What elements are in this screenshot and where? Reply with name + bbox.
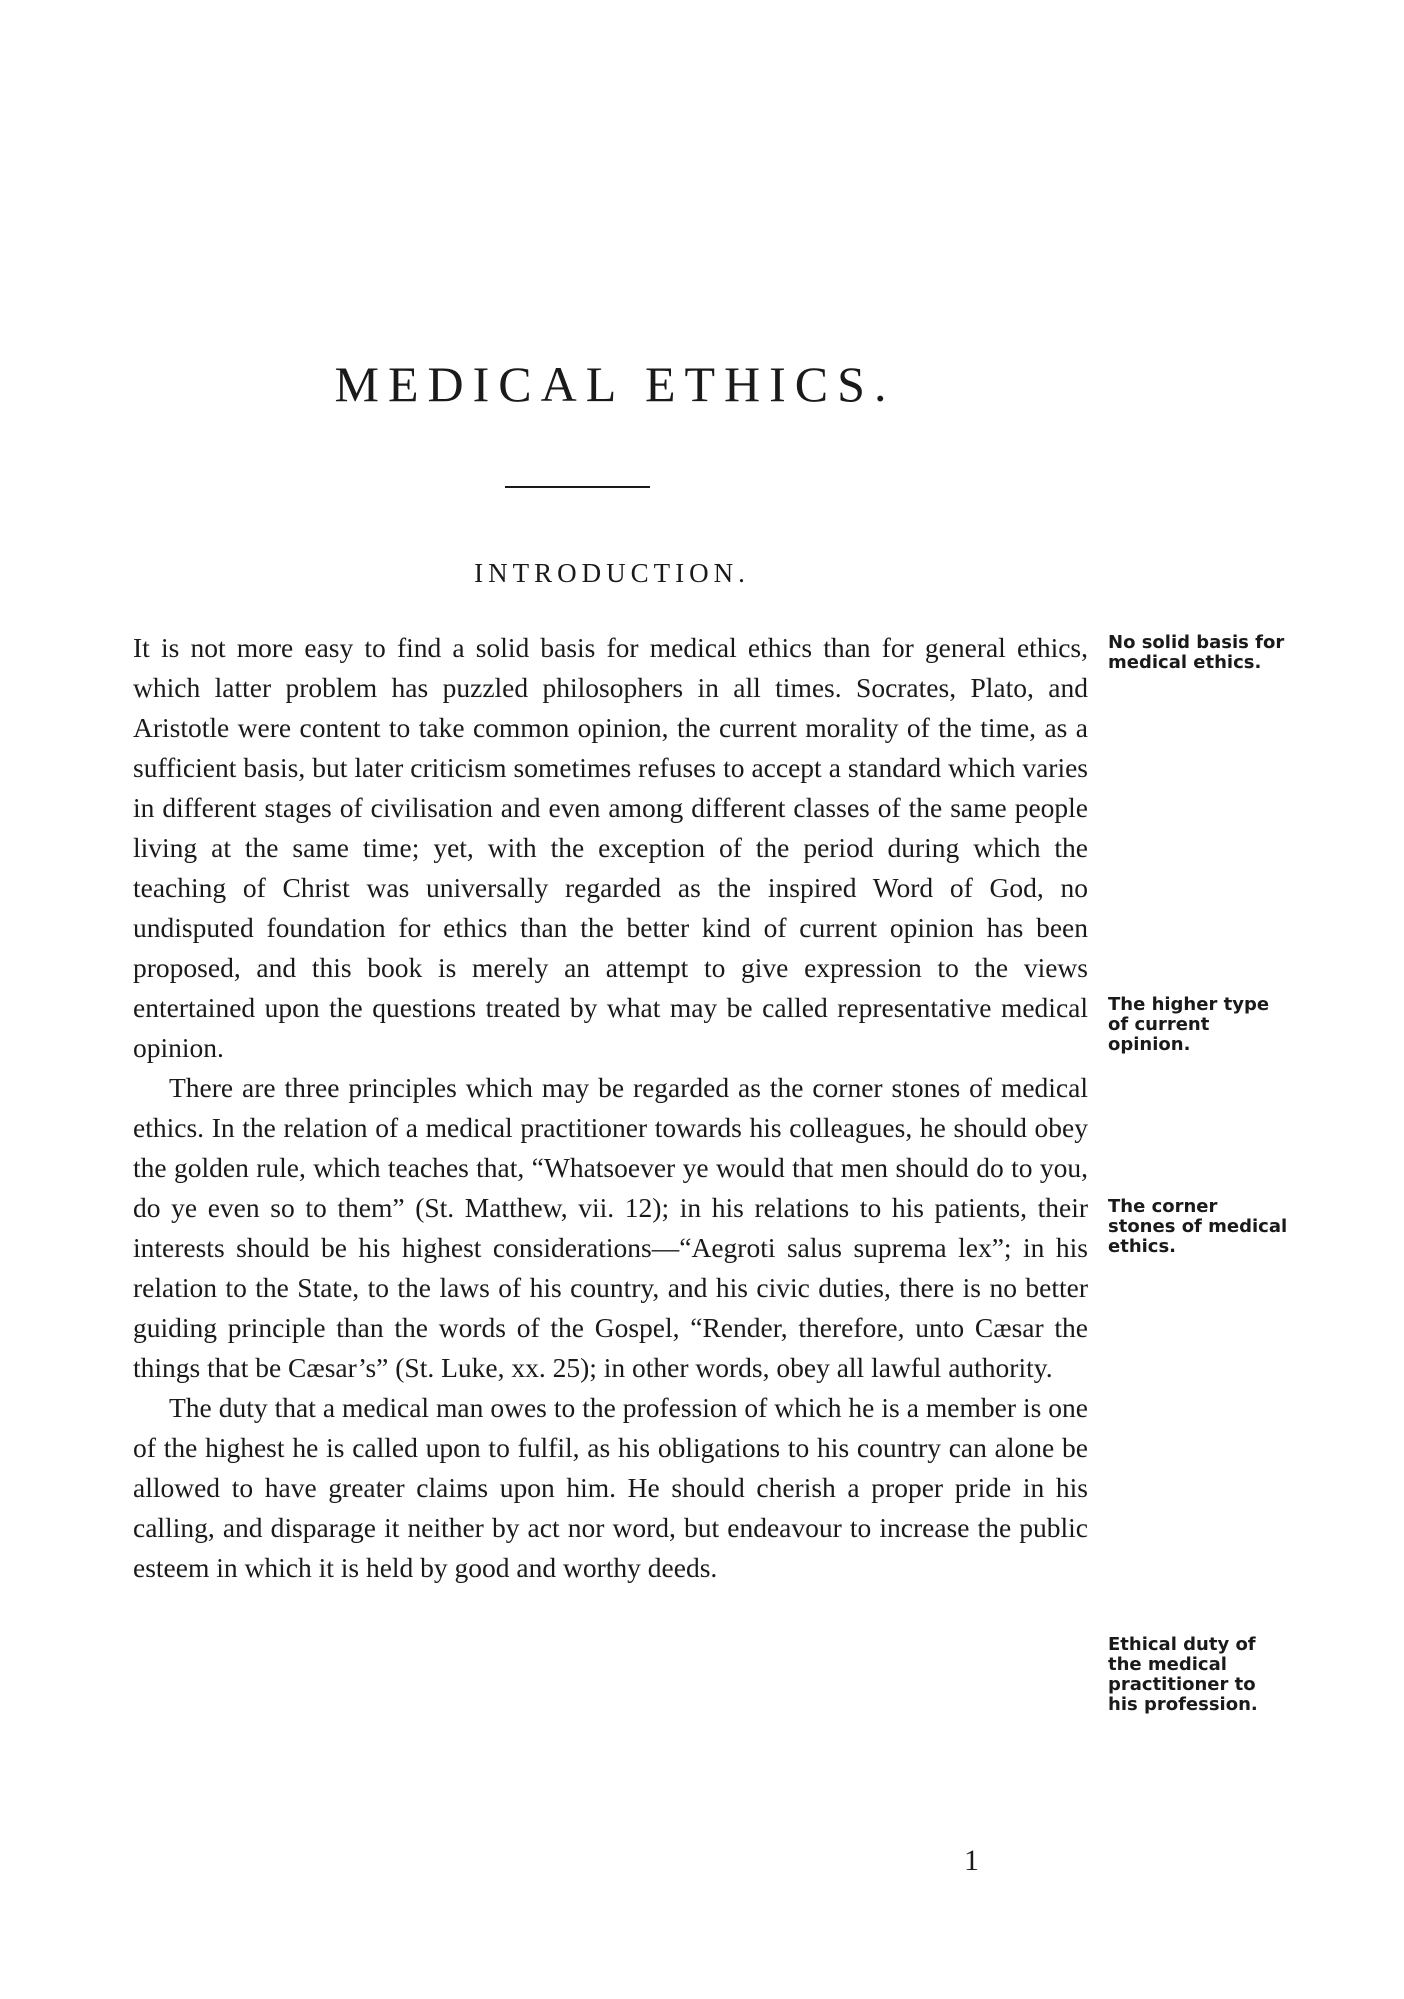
- paragraph-1: It is not more easy to find a solid basis for medical ethics than for general ethics, which latter problem has puzzled philosophers in all times. Socrates, Plato, and Aristotle were content to take common opinion, the current morality of the time, as a sufficient basis, but later criticism sometimes refuses to accept a standard which varies in different stages of civilisation and even among different classes of the same people living at the same time; yet, with the exception of the period during which the teaching of Christ was universally regarded as the inspired Word of God, no undisputed foundation for ethics than the better kind of current opinion has been proposed, and this book is merely an attempt to give expression to the views entertained upon the questions treated by what may be called representative medical opinion.: [133, 632, 1088, 1063]
- section-heading: INTRODUCTION.: [474, 558, 750, 588]
- title-rule: [505, 486, 650, 488]
- page-title: MEDICAL ETHICS.: [334, 356, 896, 412]
- page-number: 1: [964, 1844, 979, 1877]
- body-text: [133, 628, 1088, 1588]
- marginal-note-1: No solid basis for medical ethics.: [1108, 632, 1285, 673]
- marginal-note-3: The corner stones of medical ethics.: [1108, 1196, 1288, 1257]
- marginal-note-2: The higher type of current opinion.: [1108, 994, 1270, 1055]
- paragraph-2: There are three principles which may be regarded as the corner stones of medical ethics. In the relation of a medical practitioner towards his colleagues, he should obey the golden rule, which teaches that, “Whatsoever ye would that men should do to you, do ye even so to them” (St. Matthew, vii. 12); in his relations to his patients, their interests should be his highest considerations—“Aegroti salus suprema lex”; in his relation to the State, to the laws of his country, and his civic duties, there is no better guiding principle than the words of the Gospel, “Render, therefore, unto Cæsar the things that be Cæsar’s” (St. Luke, xx. 25); in other words, obey all lawful authority.: [133, 1072, 1088, 1383]
- paragraph-3: The duty that a medical man owes to the profession of which he is a member is one of the highest he is called upon to fulfil, as his obligations to his country can alone be allowed to have greater claims upon him. He should cherish a proper pride in his calling, and disparage it neither by act nor word, but endeavour to increase the public esteem in which it is held by good and worthy deeds.: [133, 1392, 1088, 1583]
- marginal-note-4: Ethical duty of the medical practitioner to his profession.: [1108, 1634, 1258, 1715]
